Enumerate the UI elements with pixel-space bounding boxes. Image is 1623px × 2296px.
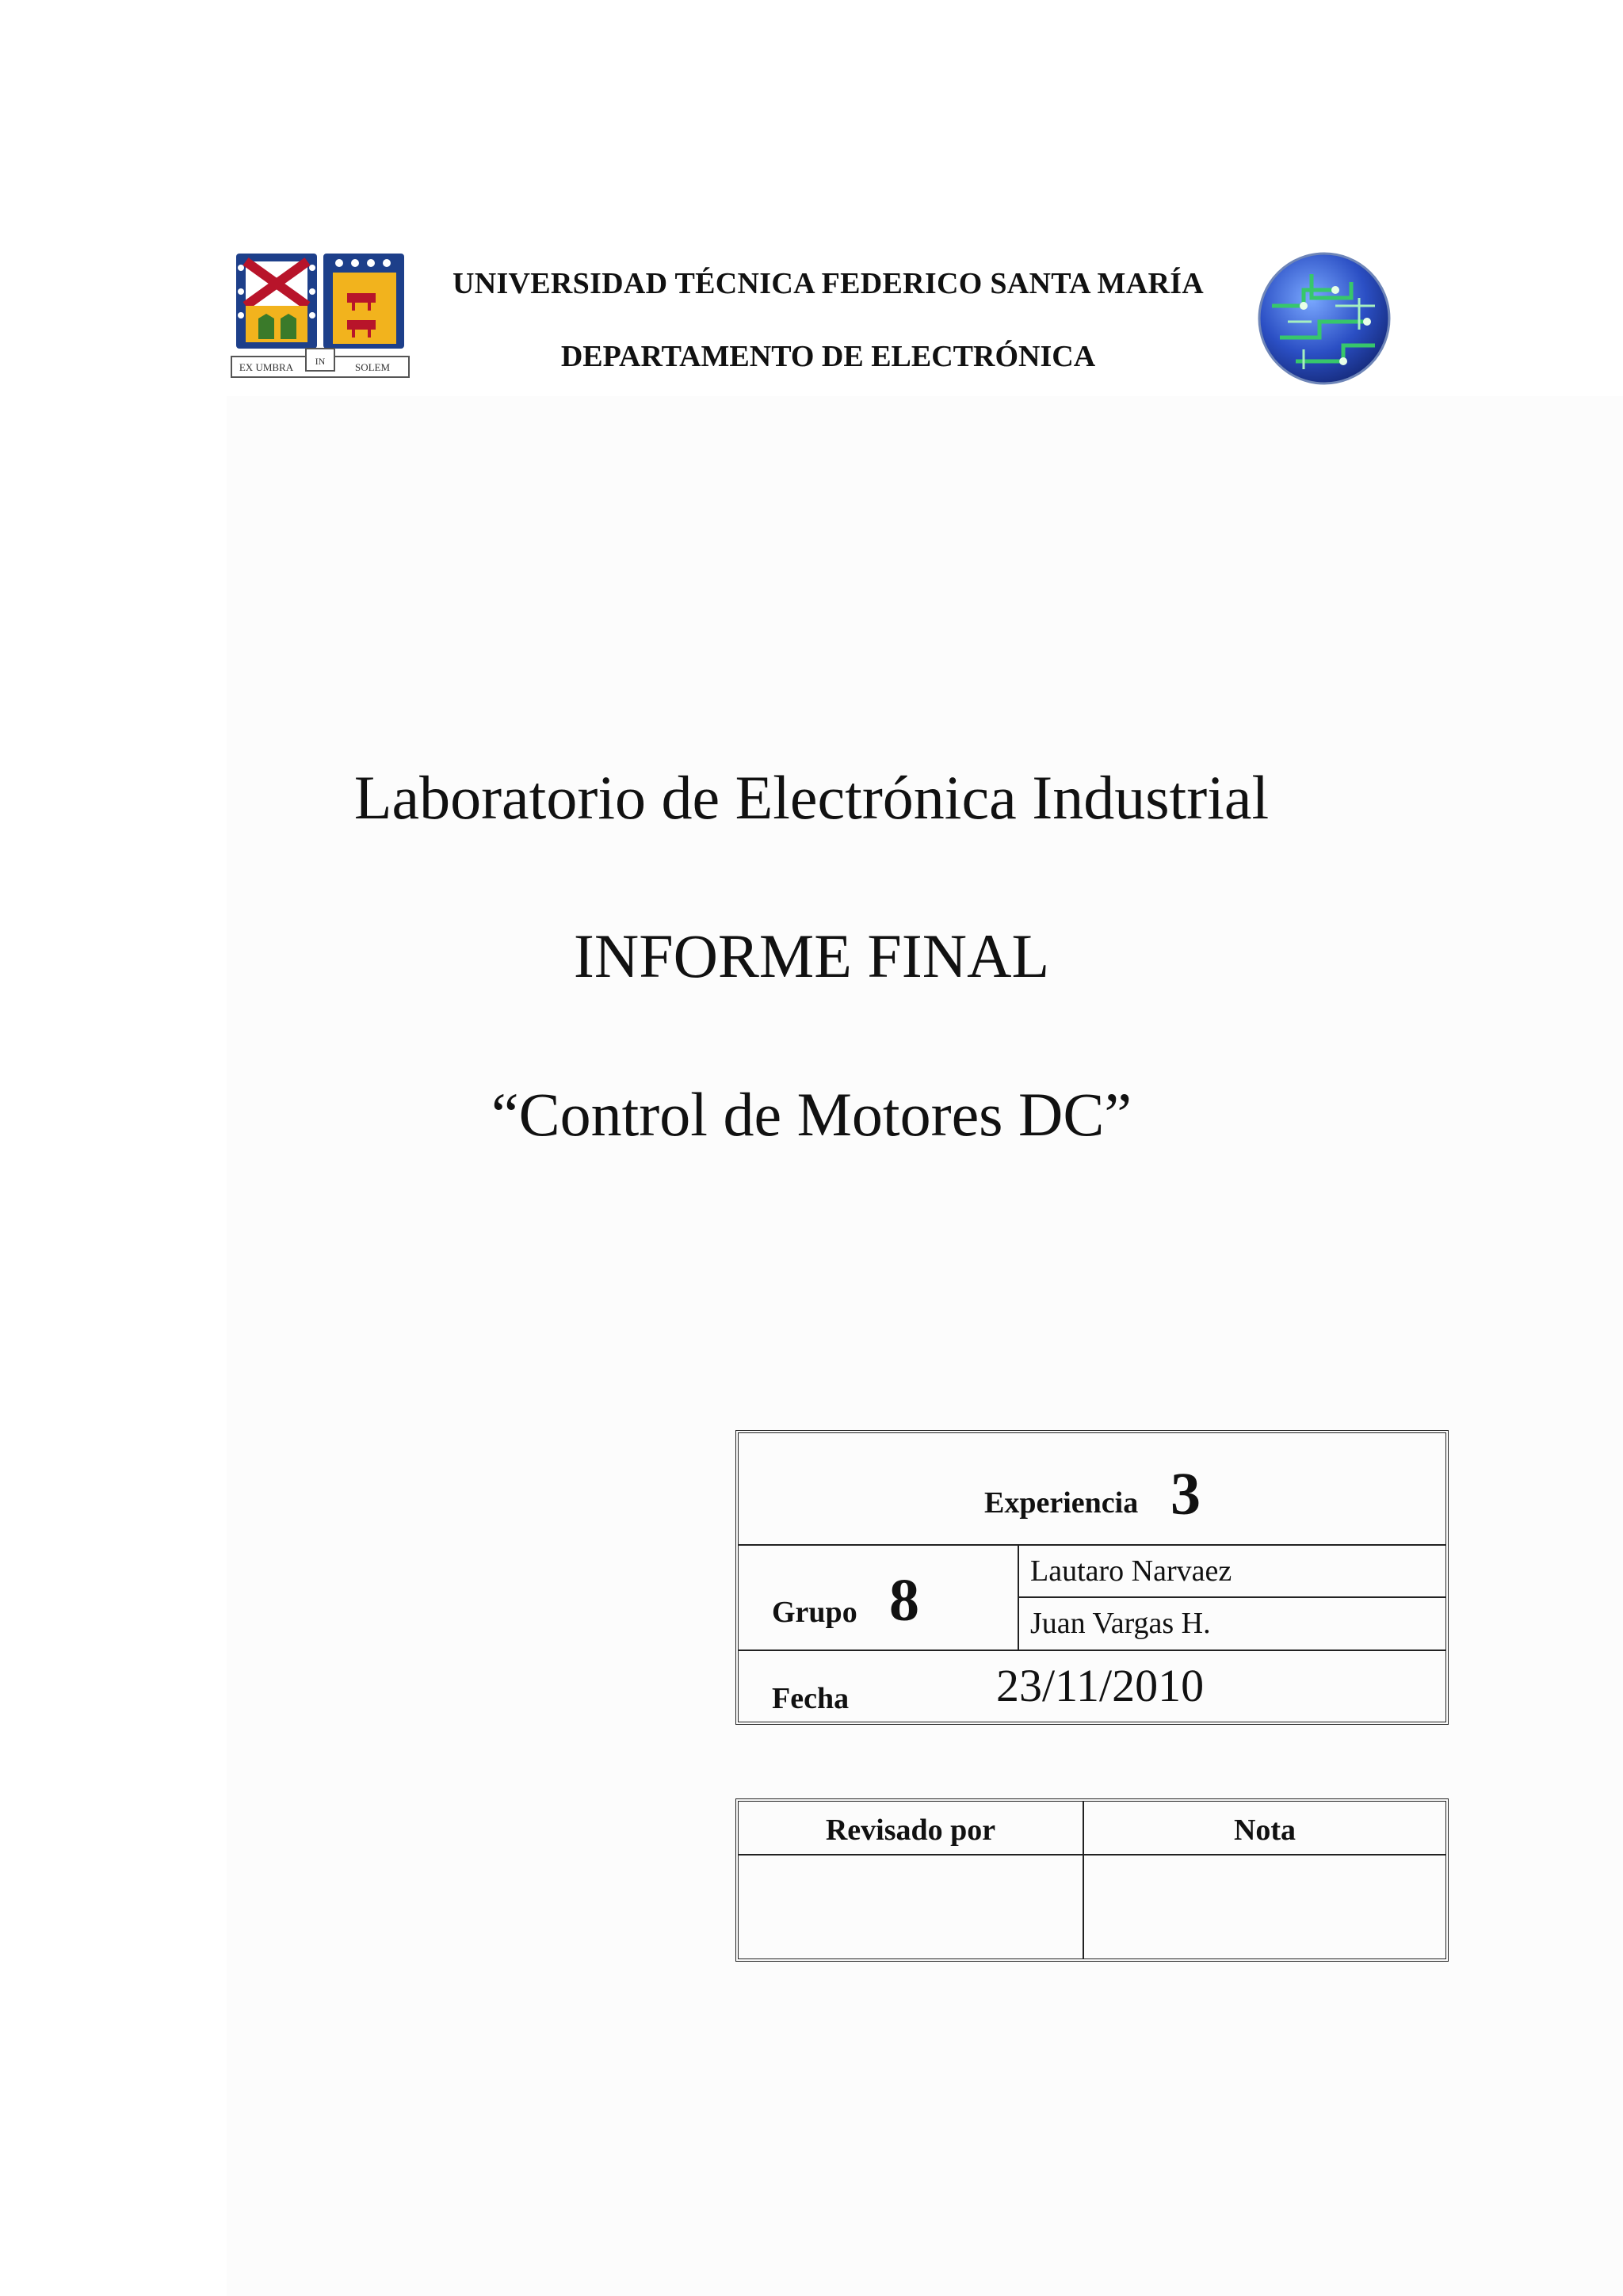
university-name: UNIVERSIDAD TÉCNICA FEDERICO SANTA MARÍA [452,267,1205,300]
experiencia-row [739,1433,1445,1546]
grupo-row [739,1544,1445,1651]
fecha-value: 23/11/2010 [996,1660,1205,1711]
department-name: DEPARTAMENTO DE ELECTRÓNICA [560,340,1096,373]
department-globe-logo [1256,250,1392,387]
experiencia-value: 3 [1170,1461,1201,1527]
members-cell [1018,1544,1445,1650]
review-header-row [739,1802,1445,1855]
reviewed-by-header: Revisado por [825,1814,996,1847]
fecha-label: Fecha [772,1682,850,1715]
report-title: INFORME FINAL [573,921,1050,990]
page-background [227,396,1623,2296]
grade-cell [1084,1855,1445,1958]
crest-motto-center: IN [315,356,326,367]
course-title: Laboratorio de Electrónica Industrial [353,763,1270,832]
crest-motto-left: EX UMBRA [239,361,294,373]
experiencia-label: Experiencia [984,1486,1139,1520]
member-row [1019,1596,1445,1650]
member-name: Lautaro Narvaez [1030,1554,1232,1588]
member-row [1019,1544,1445,1598]
fecha-row [739,1650,1445,1722]
university-crest-logo [230,252,411,387]
grupo-label: Grupo [772,1596,857,1629]
grupo-value: 8 [889,1567,919,1634]
report-subject: “Control de Motores DC” [491,1080,1132,1149]
reviewed-by-cell [739,1855,1083,1958]
member-name: Juan Vargas H. [1030,1607,1211,1640]
review-table [735,1798,1449,1962]
report-info-table [735,1430,1449,1725]
grade-header: Nota [1233,1814,1296,1847]
crest-motto-right: SOLEM [354,361,391,373]
